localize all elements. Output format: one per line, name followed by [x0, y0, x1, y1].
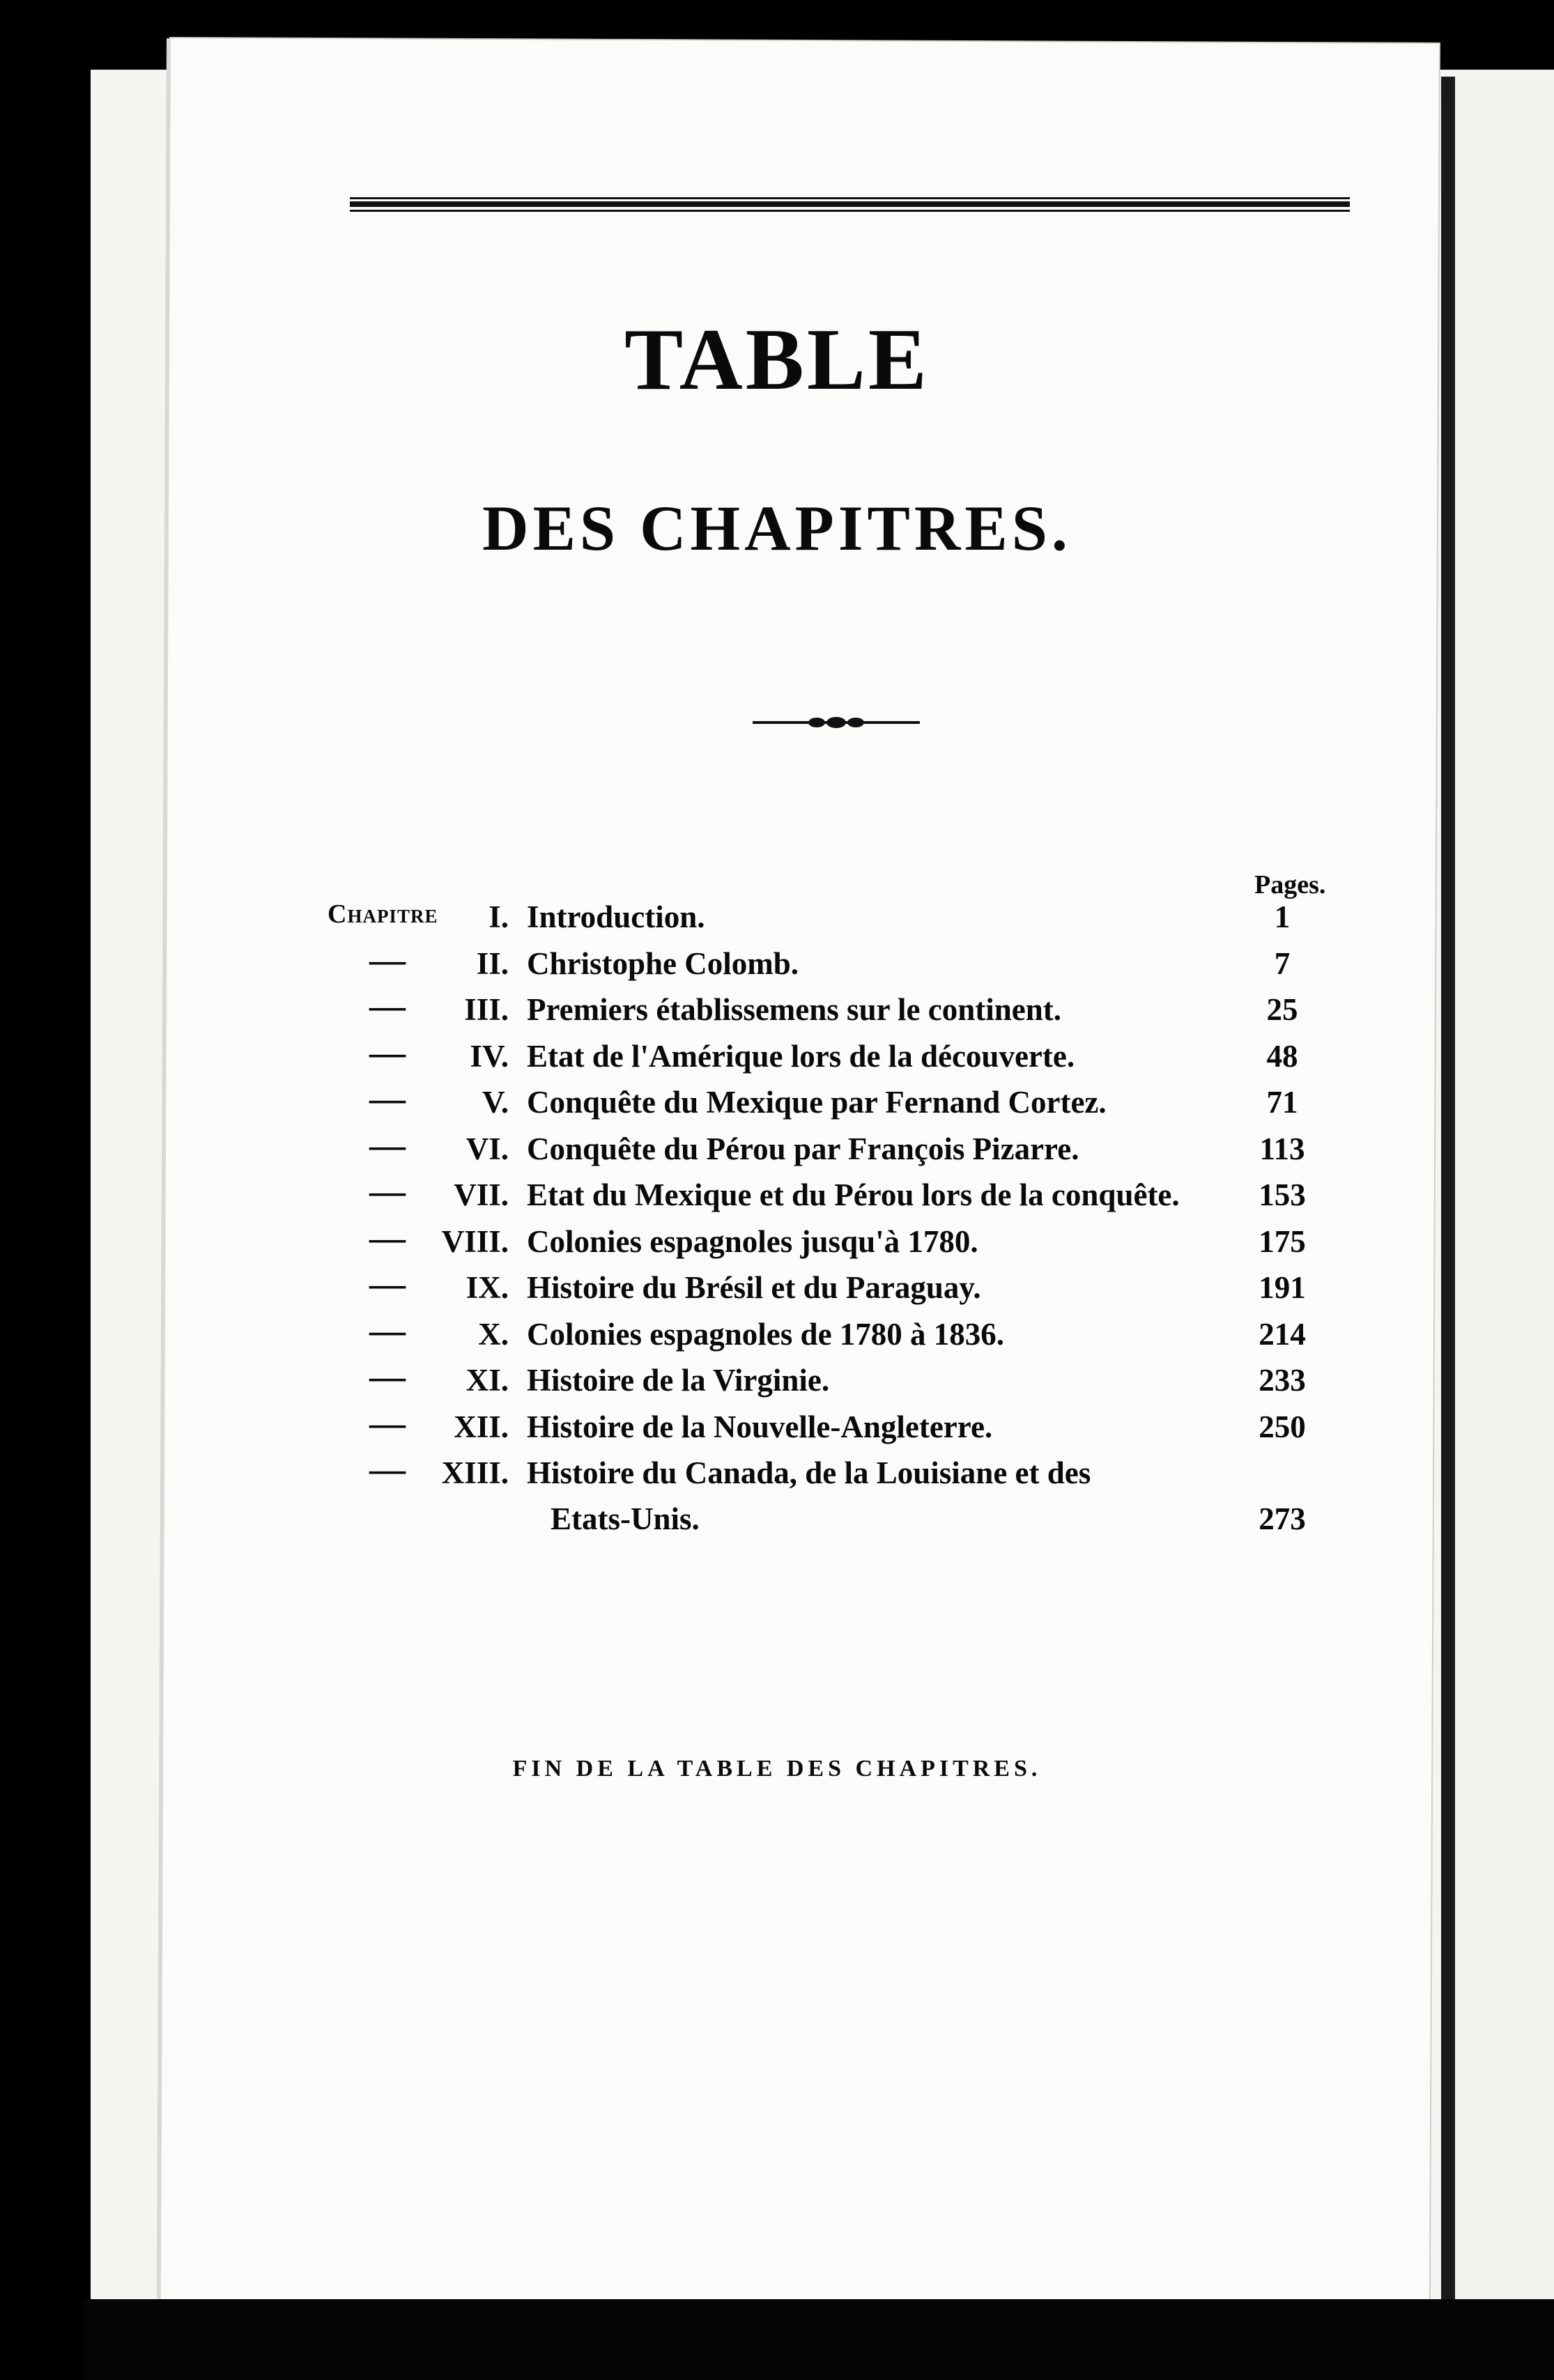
toc-entry-title: Histoire de la Virginie.: [527, 1363, 830, 1398]
toc-entry: [0, 1079, 1554, 1126]
toc-entry-numeral: VI.: [466, 1131, 509, 1166]
toc-entry: [0, 1172, 1554, 1219]
page-title: TABLE: [624, 311, 930, 408]
toc-entry-prefix: —: [369, 1125, 406, 1166]
toc-entry-title: Colonies espagnoles jusqu'à 1780.: [527, 1223, 978, 1259]
toc-entry-page: 113: [1259, 1131, 1305, 1166]
toc-entry-prefix: —: [369, 1357, 406, 1397]
toc-entry: [0, 1311, 1554, 1358]
toc-entry: [0, 1265, 1554, 1311]
toc-entry-numeral: IX.: [466, 1270, 509, 1305]
toc-entry-numeral: V.: [482, 1085, 509, 1120]
toc-entry-page: 71: [1266, 1085, 1298, 1120]
toc-entry-title: Premiers établissemens sur le continent.: [527, 992, 1061, 1027]
toc-entry-page: 1: [1274, 899, 1291, 934]
toc-entry-numeral: XII.: [454, 1409, 509, 1444]
toc-entry: [0, 1033, 1554, 1080]
toc-entry-numeral: VIII.: [441, 1223, 509, 1259]
toc-entry-prefix: —: [369, 1172, 406, 1212]
toc-entry-prefix: —: [369, 987, 406, 1026]
toc-entry-numeral: X.: [478, 1316, 509, 1352]
toc-entry-title: Conquête du Pérou par François Pizarre.: [527, 1131, 1079, 1166]
toc-entry-title: Histoire du Brésil et du Paraguay.: [527, 1270, 981, 1305]
toc-entry-title: Histoire de la Nouvelle-Angleterre.: [527, 1409, 993, 1444]
toc-entry-prefix: —: [369, 1450, 406, 1490]
toc-entry-title: Christophe Colomb.: [527, 945, 799, 981]
toc-entry: [0, 1218, 1554, 1265]
toc-entry: [0, 1125, 1554, 1173]
toc-entry-prefix: Chapitre: [328, 899, 438, 929]
toc-entry-page: 273: [1259, 1501, 1306, 1536]
toc-entry-title: Histoire du Canada, de la Louisiane et des: [527, 1455, 1091, 1490]
page-subtitle: DES CHAPITRES.: [482, 493, 1072, 564]
toc-entry-title: Introduction.: [527, 899, 705, 934]
toc-entry-prefix: —: [369, 940, 406, 980]
toc-entry-numeral: XI.: [466, 1363, 509, 1398]
toc-entry-title: Etat du Mexique et du Pérou lors de la conquête.: [527, 1177, 1180, 1212]
toc-entry-prefix: —: [369, 1311, 406, 1351]
toc-entry-prefix: —: [369, 1079, 406, 1119]
toc-entry-page: 7: [1274, 945, 1291, 981]
toc-entry: [0, 1450, 1554, 1536]
toc-entry-page: 214: [1259, 1316, 1306, 1352]
toc-entry-title-continuation: Etats-Unis.: [551, 1501, 700, 1536]
toc-entry-page: 153: [1259, 1177, 1306, 1212]
toc-entry: [0, 1403, 1554, 1451]
toc-entry: [0, 899, 1554, 941]
toc-entry-page: 48: [1266, 1038, 1298, 1074]
toc-entry-page: 25: [1266, 992, 1298, 1027]
toc-entry: [0, 987, 1554, 1033]
toc-entry-numeral: III.: [464, 992, 509, 1027]
toc-entry-title: Etat de l'Amérique lors de la découverte.: [527, 1038, 1075, 1074]
toc-entry: [0, 940, 1554, 987]
toc-entry: [0, 1357, 1554, 1404]
toc-entry-prefix: —: [369, 1218, 406, 1258]
toc-entry-numeral: I.: [488, 899, 509, 934]
end-note: FIN DE LA TABLE DES CHAPITRES.: [512, 1756, 1042, 1782]
toc-entry-prefix: —: [369, 1403, 406, 1444]
toc-entry-page: 175: [1259, 1223, 1306, 1259]
toc-entry-page: 191: [1259, 1270, 1306, 1305]
toc-entry-page: 233: [1259, 1363, 1306, 1398]
toc-entry-prefix: —: [369, 1265, 406, 1304]
toc-entry-page: 250: [1259, 1409, 1306, 1444]
toc-entry-prefix: —: [369, 1033, 406, 1073]
pages-column-header: Pages.: [1254, 870, 1326, 899]
toc-entry-numeral: XIII.: [441, 1455, 509, 1490]
toc-entry-numeral: II.: [476, 945, 509, 981]
toc-entry-title: Conquête du Mexique par Fernand Cortez.: [527, 1085, 1107, 1120]
toc-entry-numeral: IV.: [470, 1038, 509, 1074]
toc-entry-title: Colonies espagnoles de 1780 à 1836.: [527, 1316, 1005, 1352]
toc-entry-numeral: VII.: [454, 1177, 509, 1212]
